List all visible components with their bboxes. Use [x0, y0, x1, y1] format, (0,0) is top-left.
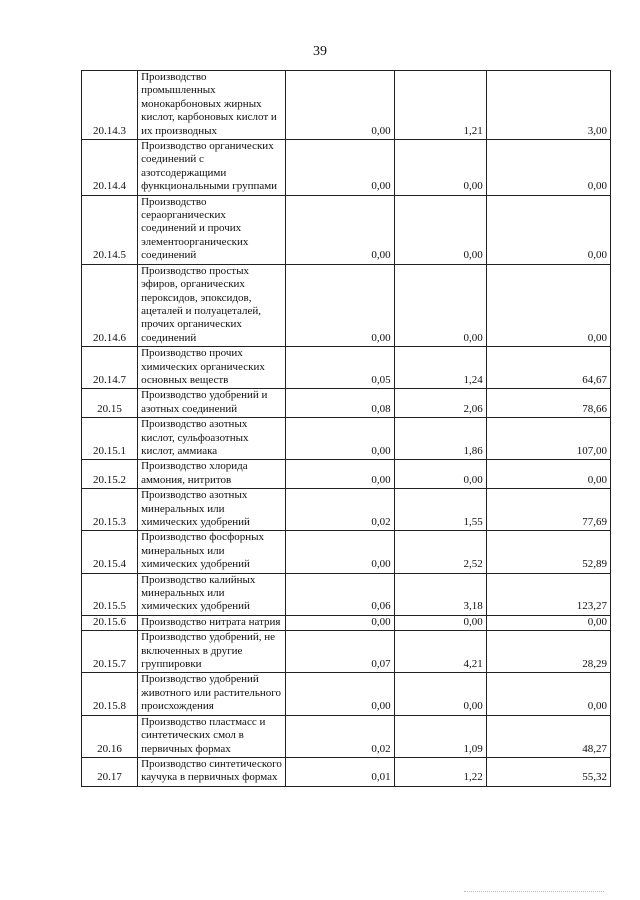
row-value-1: 0,00 — [286, 140, 394, 196]
row-value-2: 3,18 — [394, 573, 486, 615]
row-name: Производство хлорида аммония, нитритов — [138, 460, 286, 489]
row-code: 20.15.5 — [82, 573, 138, 615]
row-value-2: 1,21 — [394, 71, 486, 140]
row-value-1: 0,05 — [286, 347, 394, 389]
row-value-1: 0,00 — [286, 264, 394, 346]
row-code: 20.14.3 — [82, 71, 138, 140]
table-body — [82, 71, 611, 787]
row-name: Производство удобрений и азотных соединений — [138, 389, 286, 418]
row-code: 20.15.3 — [82, 489, 138, 531]
row-value-3: 48,27 — [486, 715, 610, 757]
row-name: Производство простых эфиров, органических пероксидов, эпоксидов, ацеталей и полуацеталей, прочих органических соединений — [138, 264, 286, 346]
row-code: 20.15 — [82, 389, 138, 418]
row-value-1: 0,02 — [286, 489, 394, 531]
row-value-3: 123,27 — [486, 573, 610, 615]
row-name: Производство азотных кислот, сульфоазотных кислот, аммиака — [138, 418, 286, 460]
table-row — [82, 71, 611, 140]
row-code: 20.17 — [82, 757, 138, 786]
table-row — [82, 195, 611, 264]
row-value-2: 1,55 — [394, 489, 486, 531]
row-value-3: 77,69 — [486, 489, 610, 531]
row-value-3: 0,00 — [486, 140, 610, 196]
row-code: 20.15.1 — [82, 418, 138, 460]
row-name: Производство удобрений животного или растительного происхождения — [138, 673, 286, 715]
table-row — [82, 460, 611, 489]
row-value-1: 0,08 — [286, 389, 394, 418]
row-code: 20.16 — [82, 715, 138, 757]
page-number: 39 — [313, 44, 327, 59]
row-name: Производство фосфорных минеральных или химических удобрений — [138, 531, 286, 573]
row-value-3: 107,00 — [486, 418, 610, 460]
row-code: 20.15.4 — [82, 531, 138, 573]
table-row — [82, 347, 611, 389]
row-value-1: 0,00 — [286, 673, 394, 715]
row-value-3: 52,89 — [486, 531, 610, 573]
row-value-3: 0,00 — [486, 673, 610, 715]
row-value-2: 0,00 — [394, 140, 486, 196]
row-value-3: 64,67 — [486, 347, 610, 389]
table-row — [82, 418, 611, 460]
row-code: 20.14.7 — [82, 347, 138, 389]
row-value-3: 28,29 — [486, 631, 610, 673]
row-value-2: 1,09 — [394, 715, 486, 757]
row-value-2: 0,00 — [394, 264, 486, 346]
row-name: Производство удобрений, не включенных в другие группировки — [138, 631, 286, 673]
row-value-2: 0,00 — [394, 460, 486, 489]
row-value-1: 0,00 — [286, 460, 394, 489]
table-row — [82, 673, 611, 715]
data-table — [81, 70, 611, 787]
table-row — [82, 140, 611, 196]
row-value-3: 3,00 — [486, 71, 610, 140]
table-row — [82, 757, 611, 786]
row-value-2: 0,00 — [394, 195, 486, 264]
row-value-3: 0,00 — [486, 195, 610, 264]
row-code: 20.15.8 — [82, 673, 138, 715]
row-value-2: 2,52 — [394, 531, 486, 573]
row-name: Производство сераорганических соединений и прочих элементоорганических соединений — [138, 195, 286, 264]
row-value-2: 1,22 — [394, 757, 486, 786]
row-value-2: 0,00 — [394, 673, 486, 715]
row-name: Производство синтетического каучука в первичных формах — [138, 757, 286, 786]
row-value-3: 55,32 — [486, 757, 610, 786]
row-value-3: 0,00 — [486, 264, 610, 346]
row-value-1: 0,00 — [286, 195, 394, 264]
row-code: 20.15.6 — [82, 615, 138, 630]
row-value-1: 0,00 — [286, 531, 394, 573]
row-name: Производство калийных минеральных или химических удобрений — [138, 573, 286, 615]
row-value-3: 0,00 — [486, 460, 610, 489]
row-value-1: 0,00 — [286, 615, 394, 630]
row-name: Производство органических соединений с азотсодержащими функциональными группами — [138, 140, 286, 196]
row-code: 20.15.7 — [82, 631, 138, 673]
row-value-1: 0,00 — [286, 418, 394, 460]
row-value-3: 78,66 — [486, 389, 610, 418]
row-code: 20.14.5 — [82, 195, 138, 264]
row-value-2: 2,06 — [394, 389, 486, 418]
row-code: 20.14.6 — [82, 264, 138, 346]
row-code: 20.15.2 — [82, 460, 138, 489]
row-value-1: 0,06 — [286, 573, 394, 615]
table-row — [82, 615, 611, 630]
row-name: Производство промышленных монокарбоновых жирных кислот, карбоновых кислот и их производных — [138, 71, 286, 140]
row-value-2: 1,24 — [394, 347, 486, 389]
row-name: Производство пластмасс и синтетических смол в первичных формах — [138, 715, 286, 757]
row-name: Производство нитрата натрия — [138, 615, 286, 630]
table-row — [82, 489, 611, 531]
row-value-1: 0,00 — [286, 71, 394, 140]
row-value-1: 0,02 — [286, 715, 394, 757]
row-value-2: 0,00 — [394, 615, 486, 630]
scan-artifact — [464, 891, 604, 894]
row-value-2: 4,21 — [394, 631, 486, 673]
table-row — [82, 264, 611, 346]
table-row — [82, 631, 611, 673]
table-row — [82, 573, 611, 615]
row-name: Производство прочих химических органических основных веществ — [138, 347, 286, 389]
row-value-2: 1,86 — [394, 418, 486, 460]
row-value-3: 0,00 — [486, 615, 610, 630]
table-row — [82, 715, 611, 757]
row-name: Производство азотных минеральных или химических удобрений — [138, 489, 286, 531]
row-code: 20.14.4 — [82, 140, 138, 196]
table-row — [82, 389, 611, 418]
row-value-1: 0,07 — [286, 631, 394, 673]
row-value-1: 0,01 — [286, 757, 394, 786]
table-row — [82, 531, 611, 573]
